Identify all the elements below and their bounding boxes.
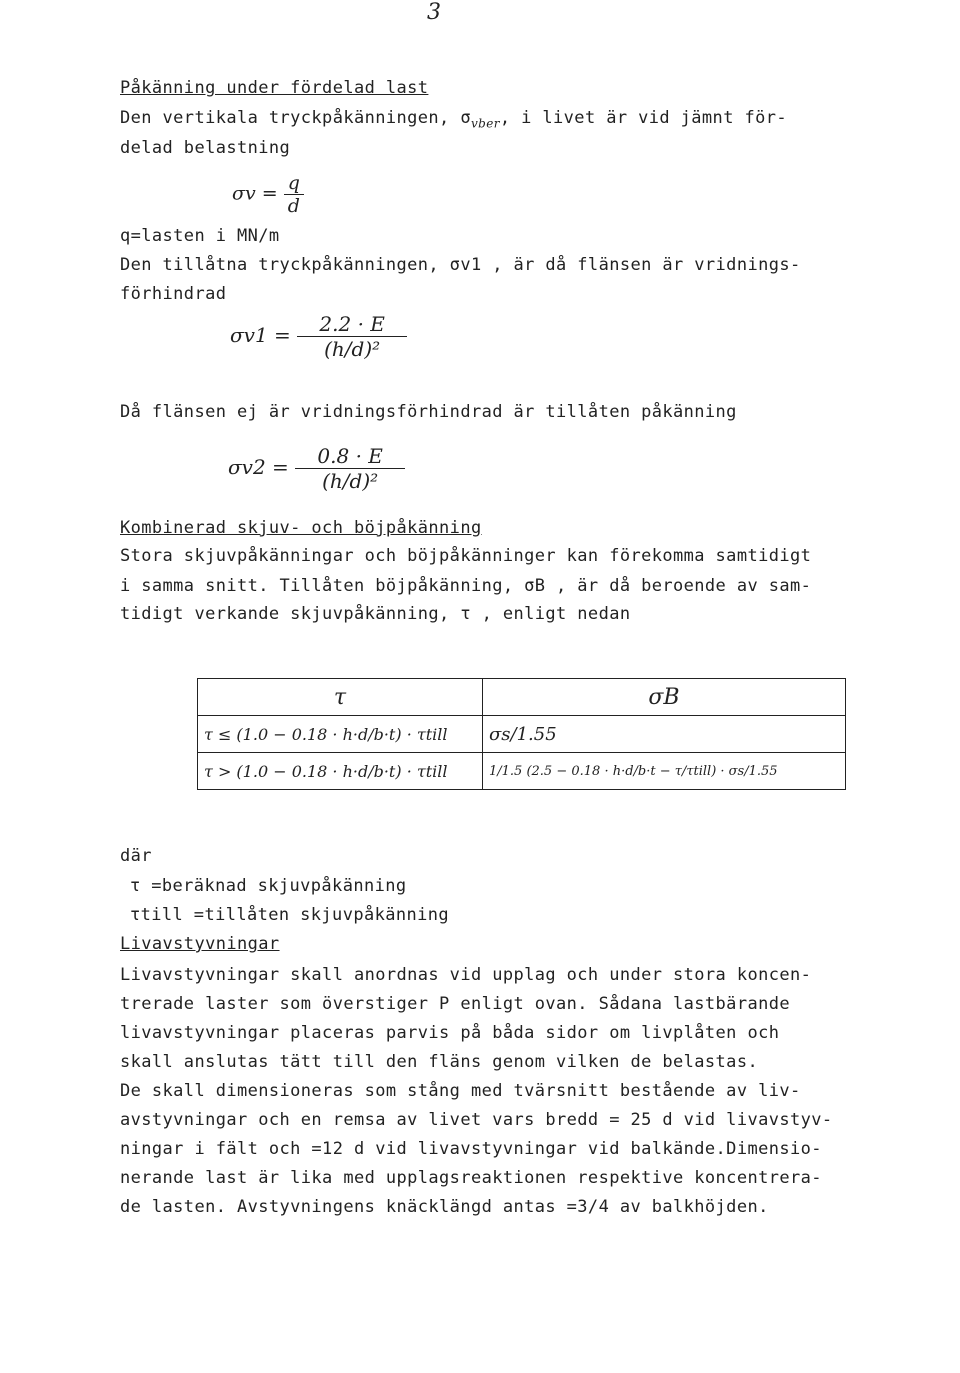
table-row: [198, 753, 846, 790]
paragraph-1-line-2: delad belastning: [120, 138, 291, 158]
q-definition: q=lasten i MN/m: [120, 226, 280, 246]
livavstyvningar-line: ningar i fält och =12 d vid livavstyvningar vid balkände.Dimensio-: [120, 1139, 822, 1159]
section-heading-livavstyvningar: Livavstyvningar: [120, 934, 280, 954]
livavstyvningar-line: avstyvningar och en remsa av livet vars bredd = 25 d vid livavstyv-: [120, 1110, 833, 1130]
kombinerad-line-3: tidigt verkande skjuvpåkänning, τ , enligt nedan: [120, 604, 631, 624]
formula2-numerator: 2.2 · E: [297, 312, 407, 337]
formula3-fraction: [295, 444, 405, 493]
dar-label: där: [120, 846, 152, 866]
formula2-fraction: [297, 312, 407, 361]
paragraph-2-line-1: Den tillåtna tryckpåkänningen, σv1 , är då flänsen är vridnings-: [120, 255, 801, 275]
formula2-lhs: σv1 =: [230, 323, 291, 347]
p1-subscript: vber: [470, 116, 500, 131]
table-cell: σs/1.55: [483, 716, 846, 753]
table-cell: τ > (1.0 − 0.18 · h·d/b·t) · τtill: [198, 753, 483, 790]
p1-rest: , i livet är vid jämnt för-: [499, 108, 788, 128]
formula1-fraction: [284, 172, 304, 217]
definition-tau: τ =beräknad skjuvpåkänning: [130, 876, 407, 896]
paragraph-3: Då flänsen ej är vridningsförhindrad är tillåten påkänning: [120, 402, 737, 422]
formula3-lhs: σv2 =: [228, 455, 289, 479]
formula1-denominator: d: [287, 195, 300, 217]
formula3-denominator: (h/d)²: [322, 469, 379, 493]
livavstyvningar-line: trerade laster som överstiger P enligt ovan. Sådana lastbärande: [120, 994, 790, 1014]
paragraph-2-line-2: förhindrad: [120, 284, 227, 304]
livavstyvningar-line: Livavstyvningar skall anordnas vid upplag och under stora koncen-: [120, 965, 812, 985]
kombinerad-line-1: Stora skjuvpåkänningar och böjpåkänninger kan förekomma samtidigt: [120, 546, 812, 566]
livavstyvningar-line: de lasten. Avstyvningens knäcklängd antas =3/4 av balkhöjden.: [120, 1197, 769, 1217]
table-cell: 1/1.5 (2.5 − 0.18 · h·d/b·t − τ/τtill) · σs/1.55: [483, 753, 846, 790]
section-heading-kombinerad: Kombinerad skjuv- och böjpåkänning: [120, 518, 482, 538]
livavstyvningar-line: De skall dimensioneras som stång med tvärsnitt bestående av liv-: [120, 1081, 801, 1101]
formula1-lhs: σv =: [232, 182, 278, 205]
formula3-numerator: 0.8 · E: [295, 444, 405, 469]
formula2-denominator: (h/d)²: [324, 337, 381, 361]
formula-sigma-v2: [228, 444, 405, 493]
formula1-numerator: q: [284, 172, 304, 195]
table-cell: τ ≤ (1.0 − 0.18 · h·d/b·t) · τtill: [198, 716, 483, 753]
table-header-sigma-b: σB: [483, 679, 846, 716]
formula-sigma-v: [232, 172, 304, 217]
livavstyvningar-line: skall anslutas tätt till den fläns genom vilken de belastas.: [120, 1052, 759, 1072]
page-number: 3: [427, 0, 441, 25]
section-heading-fordelad: Påkänning under fördelad last: [120, 78, 429, 98]
kombinerad-line-2: i samma snitt. Tillåten böjpåkänning, σB , är då beroende av sam-: [120, 576, 812, 596]
paragraph-1-line-1: [120, 108, 787, 130]
stress-table: [197, 678, 846, 790]
table-header-row: [198, 679, 846, 716]
livavstyvningar-line: livavstyvningar placeras parvis på båda sidor om livplåten och: [120, 1023, 780, 1043]
definition-tau-till: τtill =tillåten skjuvpåkänning: [130, 905, 450, 925]
table-header-tau: τ: [198, 679, 483, 716]
formula-sigma-v1: [230, 312, 407, 361]
p1-text: Den vertikala tryckpåkänningen, σ: [120, 108, 471, 128]
livavstyvningar-line: nerande last är lika med upplagsreaktionen respektive koncentrera-: [120, 1168, 822, 1188]
table-row: [198, 716, 846, 753]
